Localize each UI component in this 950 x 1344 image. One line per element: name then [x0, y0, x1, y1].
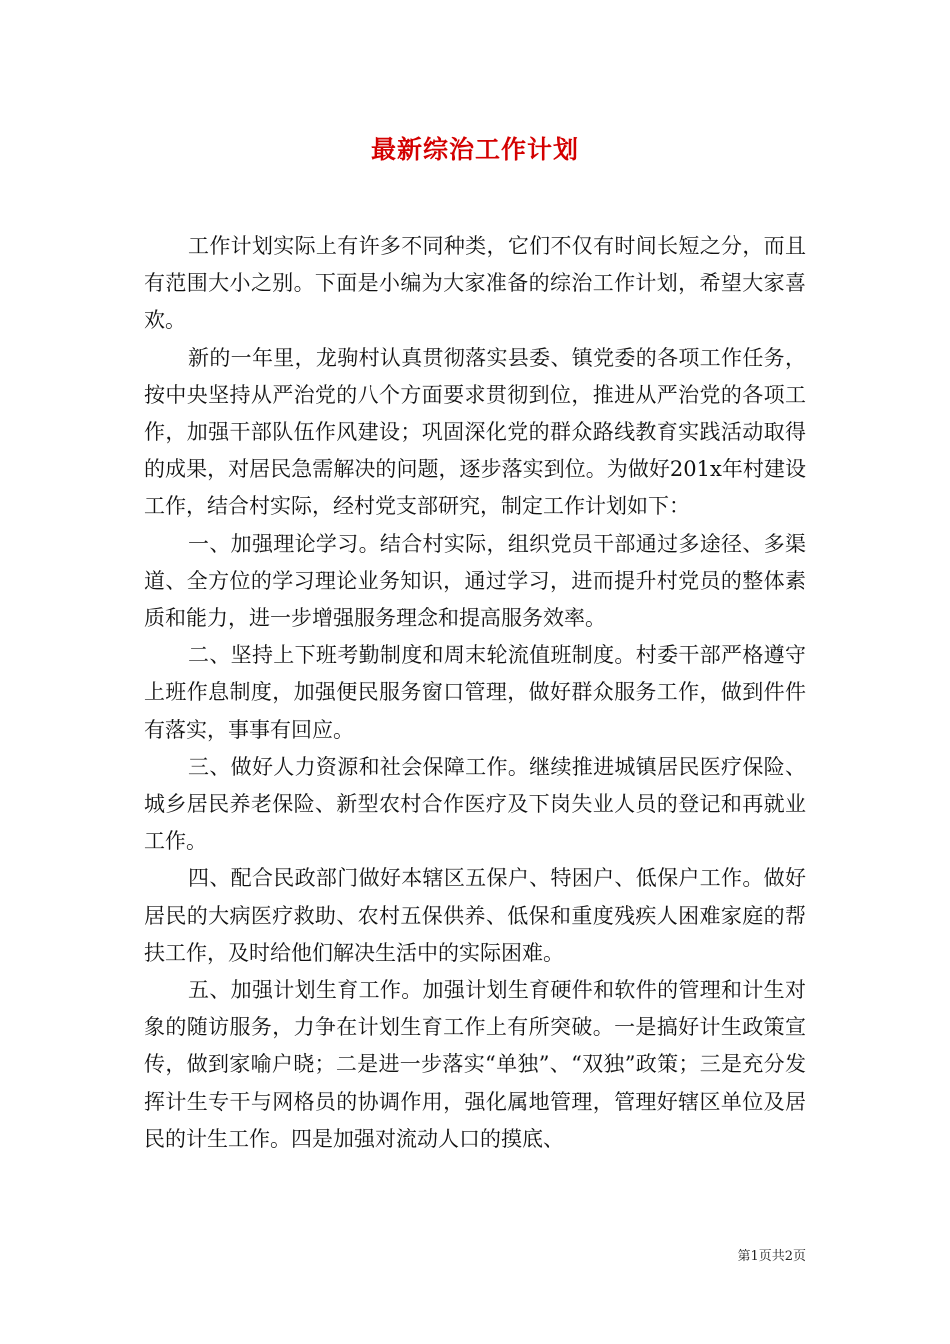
paragraph-item-4: 四、配合民政部门做好本辖区五保户、特困户、低保户工作。做好居民的大病医疗救助、农村五保供养、低保和重度残疾人困难家庭的帮扶工作，及时给他们解决生活中的实际困难。 [144, 866, 806, 965]
paragraph-item-2: 二、坚持上下班考勤制度和周末轮流值班制度。村委干部严格遵守上班作息制度，加强便民服务窗口管理，做好群众服务工作，做到件件有落实，事事有回应。 [144, 643, 806, 742]
paragraph-item-5: 五、加强计划生育工作。加强计划生育硬件和软件的管理和计生对象的随访服务，力争在计划生育工作上有所突破。一是搞好计生政策宣传，做到家喻户晓；二是进一步落实“单独”、“双独”政策；三是充分发挥计生专干与网格员的协调作用，强化属地管理，管理好辖区单位及居民的计生工作。四是加强对流动人口的摸底、 [144, 978, 806, 1151]
document-body [144, 228, 806, 1158]
document-title: 最新综治工作计划 [370, 135, 579, 164]
paragraph-item-3: 三、做好人力资源和社会保障工作。继续推进城镇居民医疗保险、城乡居民养老保险、新型农村合作医疗及下岗失业人员的登记和再就业工作。 [144, 754, 806, 854]
page-number: 第1页共2页 [737, 1249, 806, 1264]
paragraph-overview: 新的一年里，龙驹村认真贯彻落实县委、镇党委的各项工作任务，按中央坚持从严治党的八个方面要求贯彻到位，推进从严治党的各项工作，加强干部队伍作风建设；巩固深化党的群众路线教育实践活动取得的成果，对居民急需解决的问题，逐步落实到位。为做好201x年村建设工作，结合村实际，经村党支部研究，制定工作计划如下： [144, 345, 806, 519]
paragraph-item-1: 一、加强理论学习。结合村实际，组织党员干部通过多途径、多渠道、全方位的学习理论业务知识，通过学习，进而提升村党员的整体素质和能力，进一步增强服务理念和提高服务效率。 [144, 531, 806, 631]
paragraph-intro: 工作计划实际上有许多不同种类，它们不仅有时间长短之分，而且有范围大小之别。下面是小编为大家准备的综治工作计划，希望大家喜欢。 [144, 234, 806, 333]
